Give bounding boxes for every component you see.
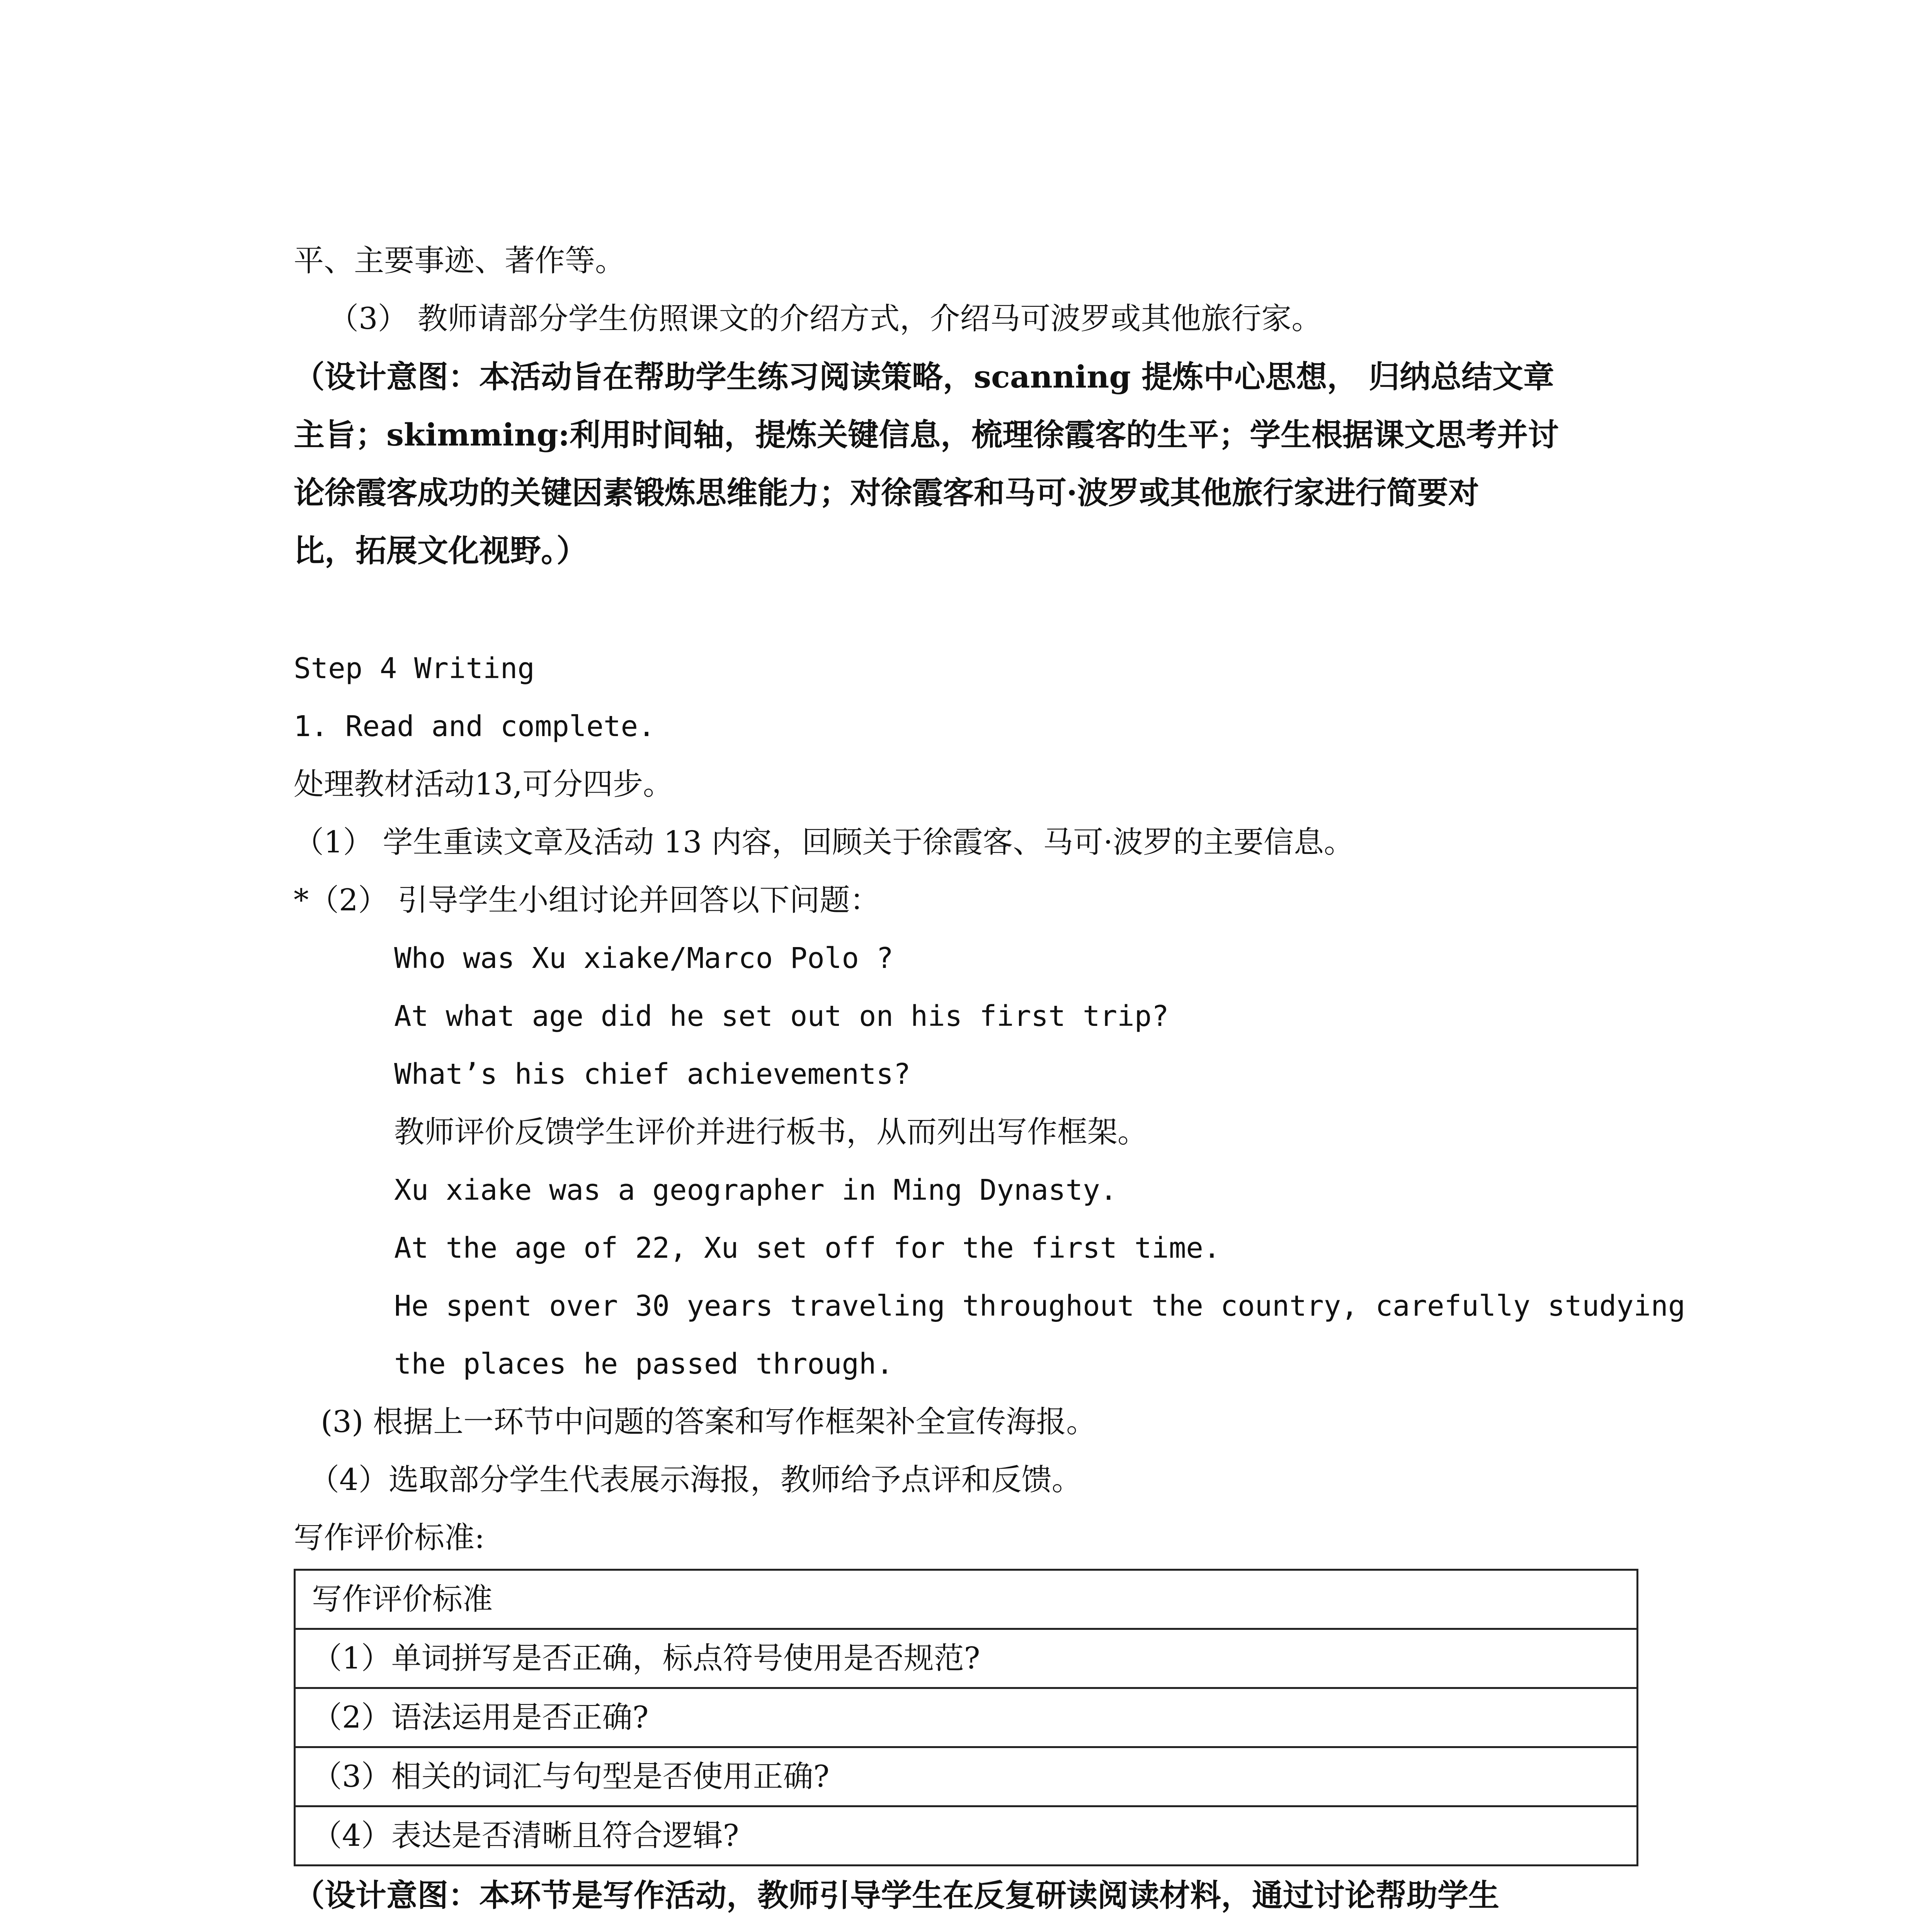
design-intent-1-line: 比，拓展文化视野。）: [294, 532, 587, 569]
step4-task: 1. Read and complete.: [294, 710, 655, 743]
criteria-label: 写作评价标准:: [294, 1520, 485, 1555]
table-row: [295, 1629, 1638, 1688]
step4-substep-2: *（2） 引导学生小组讨论并回答以下问题：: [294, 883, 880, 918]
table-row: [295, 1747, 1638, 1806]
question-3: What’s his chief achievements?: [394, 1058, 911, 1091]
table-row: [295, 1688, 1638, 1747]
table-cell: （1）单词拼写是否正确，标点符号使用是否规范?: [295, 1629, 1638, 1688]
design-intent-paragraph-2: [294, 1866, 1638, 1932]
step4-heading: Step 4 Writing: [294, 652, 535, 685]
table-row: [295, 1806, 1638, 1866]
question-1: Who was Xu xiake/Marco Polo ?: [394, 942, 894, 975]
step4-intro: 处理教材活动13,可分四步。: [294, 767, 674, 802]
framework-line-1: Xu xiake was a geographer in Ming Dynasty.: [394, 1173, 1118, 1207]
framework-line-3: He spent over 30 years traveling throughout the country, carefully studying: [394, 1289, 1686, 1323]
design-intent-1-line: 论徐霞客成功的关键因素锻炼思维能力；对徐霞客和马可·波罗或其他旅行家进行简要对: [294, 474, 1479, 511]
framework-line-3-cont: the places he passed through.: [394, 1347, 894, 1381]
table-cell: （3）相关的词汇与句型是否使用正确?: [295, 1747, 1638, 1806]
writing-criteria-table: [294, 1569, 1638, 1866]
design-intent-paragraph-1: [294, 348, 1638, 580]
table-row: [295, 1570, 1638, 1629]
teacher-feedback: 教师评价反馈学生评价并进行板书，从而列出写作框架。: [394, 1115, 1148, 1150]
continued-line: 平、主要事迹、著作等。: [294, 243, 626, 278]
design-intent-2-line: （设计意图：本环节是写作活动，教师引导学生在反复研读阅读材料，通过讨论帮助学生: [294, 1877, 1499, 1913]
activity-step-3: （3） 教师请部分学生仿照课文的介绍方式，介绍马可波罗或其他旅行家。: [328, 301, 1322, 336]
table-cell: （4）表达是否清晰且符合逻辑?: [295, 1806, 1638, 1866]
design-intent-1-line: 主旨；skimming:利用时间轴，提炼关键信息，梳理徐霞客的生平；学生根据课文思考并讨: [294, 417, 1559, 453]
table-cell: （2）语法运用是否正确?: [295, 1688, 1638, 1747]
design-intent-2-line: [294, 1924, 1638, 1932]
step4-substep-4: （4）选取部分学生代表展示海报，教师给予点评和反馈。: [309, 1463, 1082, 1497]
question-2: At what age did he set out on his first trip?: [394, 1000, 1169, 1033]
step4-substep-3: (3) 根据上一环节中问题的答案和写作框架补全宣传海报。: [321, 1405, 1097, 1439]
table-cell: 写作评价标准: [295, 1570, 1638, 1629]
design-intent-1-line: （设计意图：本活动旨在帮助学生练习阅读策略，scanning 提炼中心思想， 归纳总结文章: [294, 359, 1555, 395]
step4-substep-1: （1） 学生重读文章及活动 13 内容，回顾关于徐霞客、马可·波罗的主要信息。: [294, 825, 1354, 860]
framework-line-2: At the age of 22, Xu set off for the first time.: [394, 1231, 1221, 1265]
